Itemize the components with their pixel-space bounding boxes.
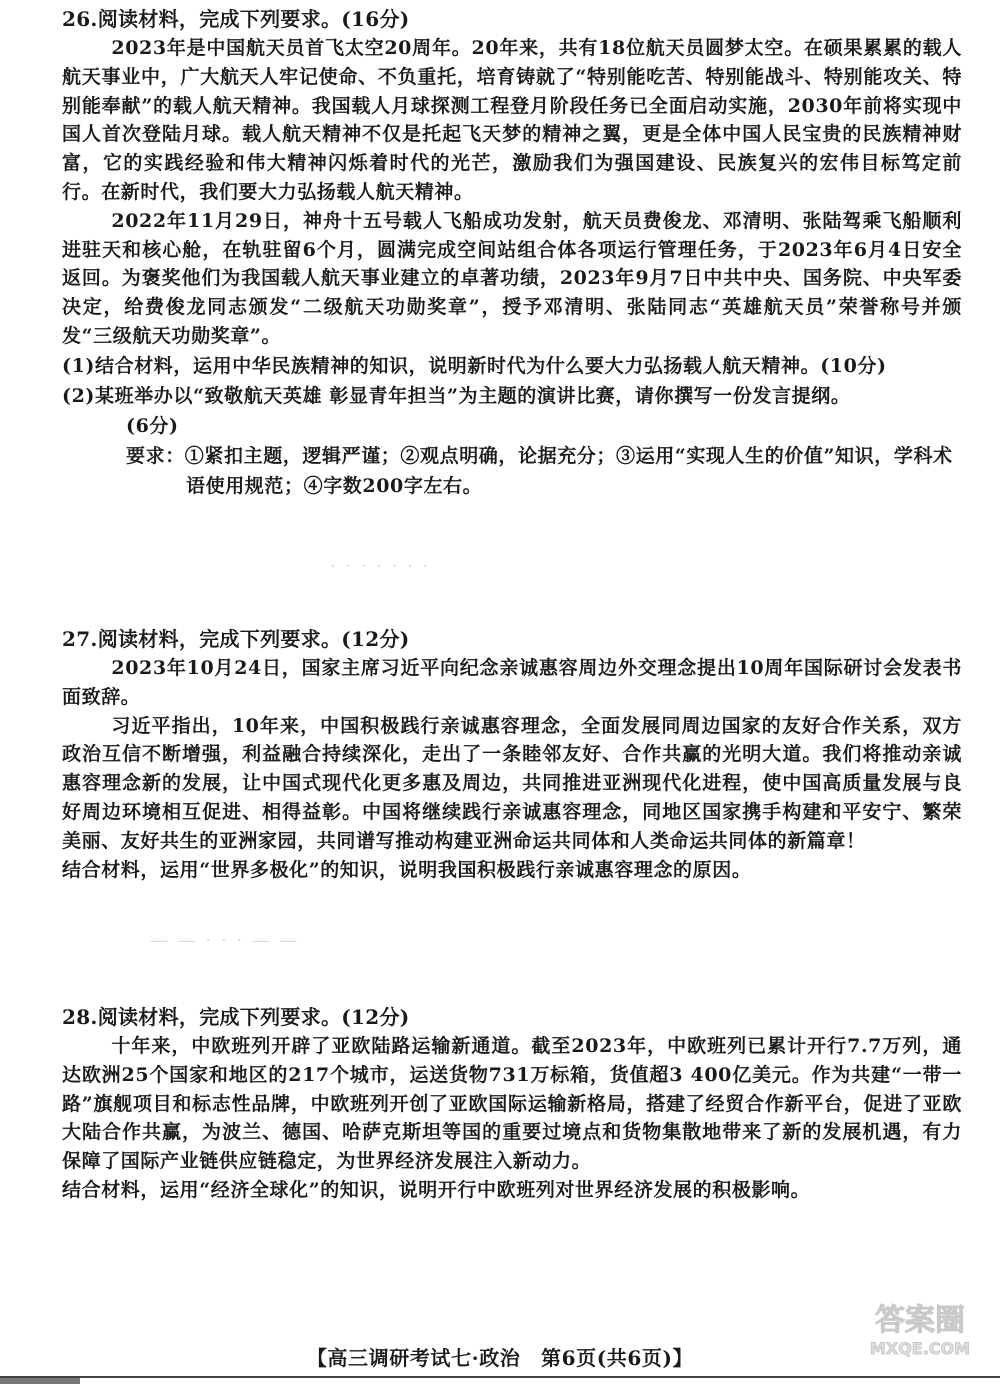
question-task: 结合材料，运用“经济全球化”的知识，说明开行中欧班列对世界经济发展的积极影响。 bbox=[62, 1178, 811, 1201]
question-heading: 28.阅读材料，完成下列要求。(12分) bbox=[62, 1005, 410, 1029]
sub-question-2: (2)某班举办以“致敬航天英雄 彰显青年担当”为主题的演讲比赛，请你撰写一份发言提纲。 bbox=[62, 384, 851, 407]
question-task: 结合材料，运用“世界多极化”的知识，说明我国积极践行亲诚惠容理念的原因。 bbox=[62, 858, 752, 881]
material-paragraph: 2022年11月29日，神舟十五号载人飞船成功发射，航天员费俊龙、邓清明、张陆驾乘飞船顺利进驻天和核心舱，在轨驻留6个月，圆满完成空间站组合体各项运行管理任务，于2023年6月4日安全返回。为褒奖他们为我国载人航天事业建立的卓著功绩，2023年9月7日中共中央、国务院、中央军委决定，给费俊龙同志颁发“二级航天功勋奖章”，授予邓清明、张陆同志“英雄航天员”荣誉称号并颁发“三级航天功勋奖章”。 bbox=[62, 209, 962, 347]
question-heading: 27.阅读材料，完成下列要求。(12分) bbox=[62, 627, 410, 651]
sub-question-1: (1)结合材料，运用中华民族精神的知识，说明新时代为什么要大力弘扬载人航天精神。(10分) bbox=[62, 354, 887, 377]
question-heading: 26.阅读材料，完成下列要求。(16分) bbox=[62, 7, 410, 31]
material-paragraph: 习近平指出，10年来，中国积极践行亲诚惠容理念，全面发展同周边国家的友好合作关系，双方政治互信不断增强，利益融合持续深化，走出了一条睦邻友好、合作共赢的光明大道。我们将推动亲诚惠容理念新的发展，让中国式现代化更多惠及周边，共同推进亚洲现代化进程，使中国高质量发展与良好周边环境相互促进、相得益彰。中国将继续践行亲诚惠容理念，同地区国家携手构建和平安宁、繁荣美丽、友好共生的亚洲家园，共同谱写推动构建亚洲命运共同体和人类命运共同体的新篇章！ bbox=[62, 714, 962, 852]
bleed-through-marks: · · · · · · · bbox=[330, 556, 431, 577]
question-26 bbox=[62, 4, 962, 501]
bleed-through-marks: — — · · · — — bbox=[150, 930, 300, 951]
requirements: 要求：①紧扣主题，逻辑严谨；②观点明确，论据充分；③运用“实现人生的价值”知识，学科术语使用规范；④字数200字左右。 bbox=[126, 444, 953, 497]
watermark-line-2: MXQE.COM bbox=[869, 1339, 971, 1358]
material-paragraph: 十年来，中欧班列开辟了亚欧陆路运输新通道。截至2023年，中欧班列已累计开行7.7万列，通达欧洲25个国家和地区的217个城市，运送货物731万标箱，货值超3 400亿美元。作为共建“一带一路”旗舰项目和标志性品牌，中欧班列开创了亚欧国际运输新格局，搭建了经贸合作新平台，促进了亚欧大陆合作共赢，为波兰、德国、哈萨克斯坦等国的重要过境点和货物集散地带来了新的发展机遇，有力保障了国际产业链供应链稳定，为世界经济发展注入新动力。 bbox=[62, 1035, 962, 1173]
material-paragraph: 2023年是中国航天员首飞太空20周年。20年来，共有18位航天员圆梦太空。在硕果累累的载人航天事业中，广大航天人牢记使命、不负重托，培育铸就了“特别能吃苦、特别能战斗、特别能攻关、特别能奉献”的载人航天精神。我国载人月球探测工程登月阶段任务已全面启动实施，2030年前将实现中国人首次登陆月球。载人航天精神不仅是托起飞天梦的精神之翼，更是全体中国人民宝贵的民族精神财富，它的实践经验和伟大精神闪烁着时代的光芒，激励我们为强国建设、民族复兴的宏伟目标笃定前行。在新时代，我们要大力弘扬载人航天精神。 bbox=[62, 37, 962, 203]
watermark-line-1: 答案圈 bbox=[875, 1303, 965, 1338]
page-footer: 【高三调研考试七·政治 第6页(共6页)】 bbox=[306, 1346, 694, 1370]
question-28 bbox=[62, 1002, 962, 1205]
footer-divider bbox=[0, 1376, 1000, 1378]
footer-divider-accent bbox=[0, 1378, 80, 1384]
question-27 bbox=[62, 624, 962, 884]
sub-question-2-points: (6分) bbox=[126, 414, 179, 437]
material-paragraph: 2023年10月24日，国家主席习近平向纪念亲诚惠容周边外交理念提出10周年国际研讨会发表书面致辞。 bbox=[62, 657, 962, 708]
site-watermark-logo bbox=[850, 1292, 990, 1362]
